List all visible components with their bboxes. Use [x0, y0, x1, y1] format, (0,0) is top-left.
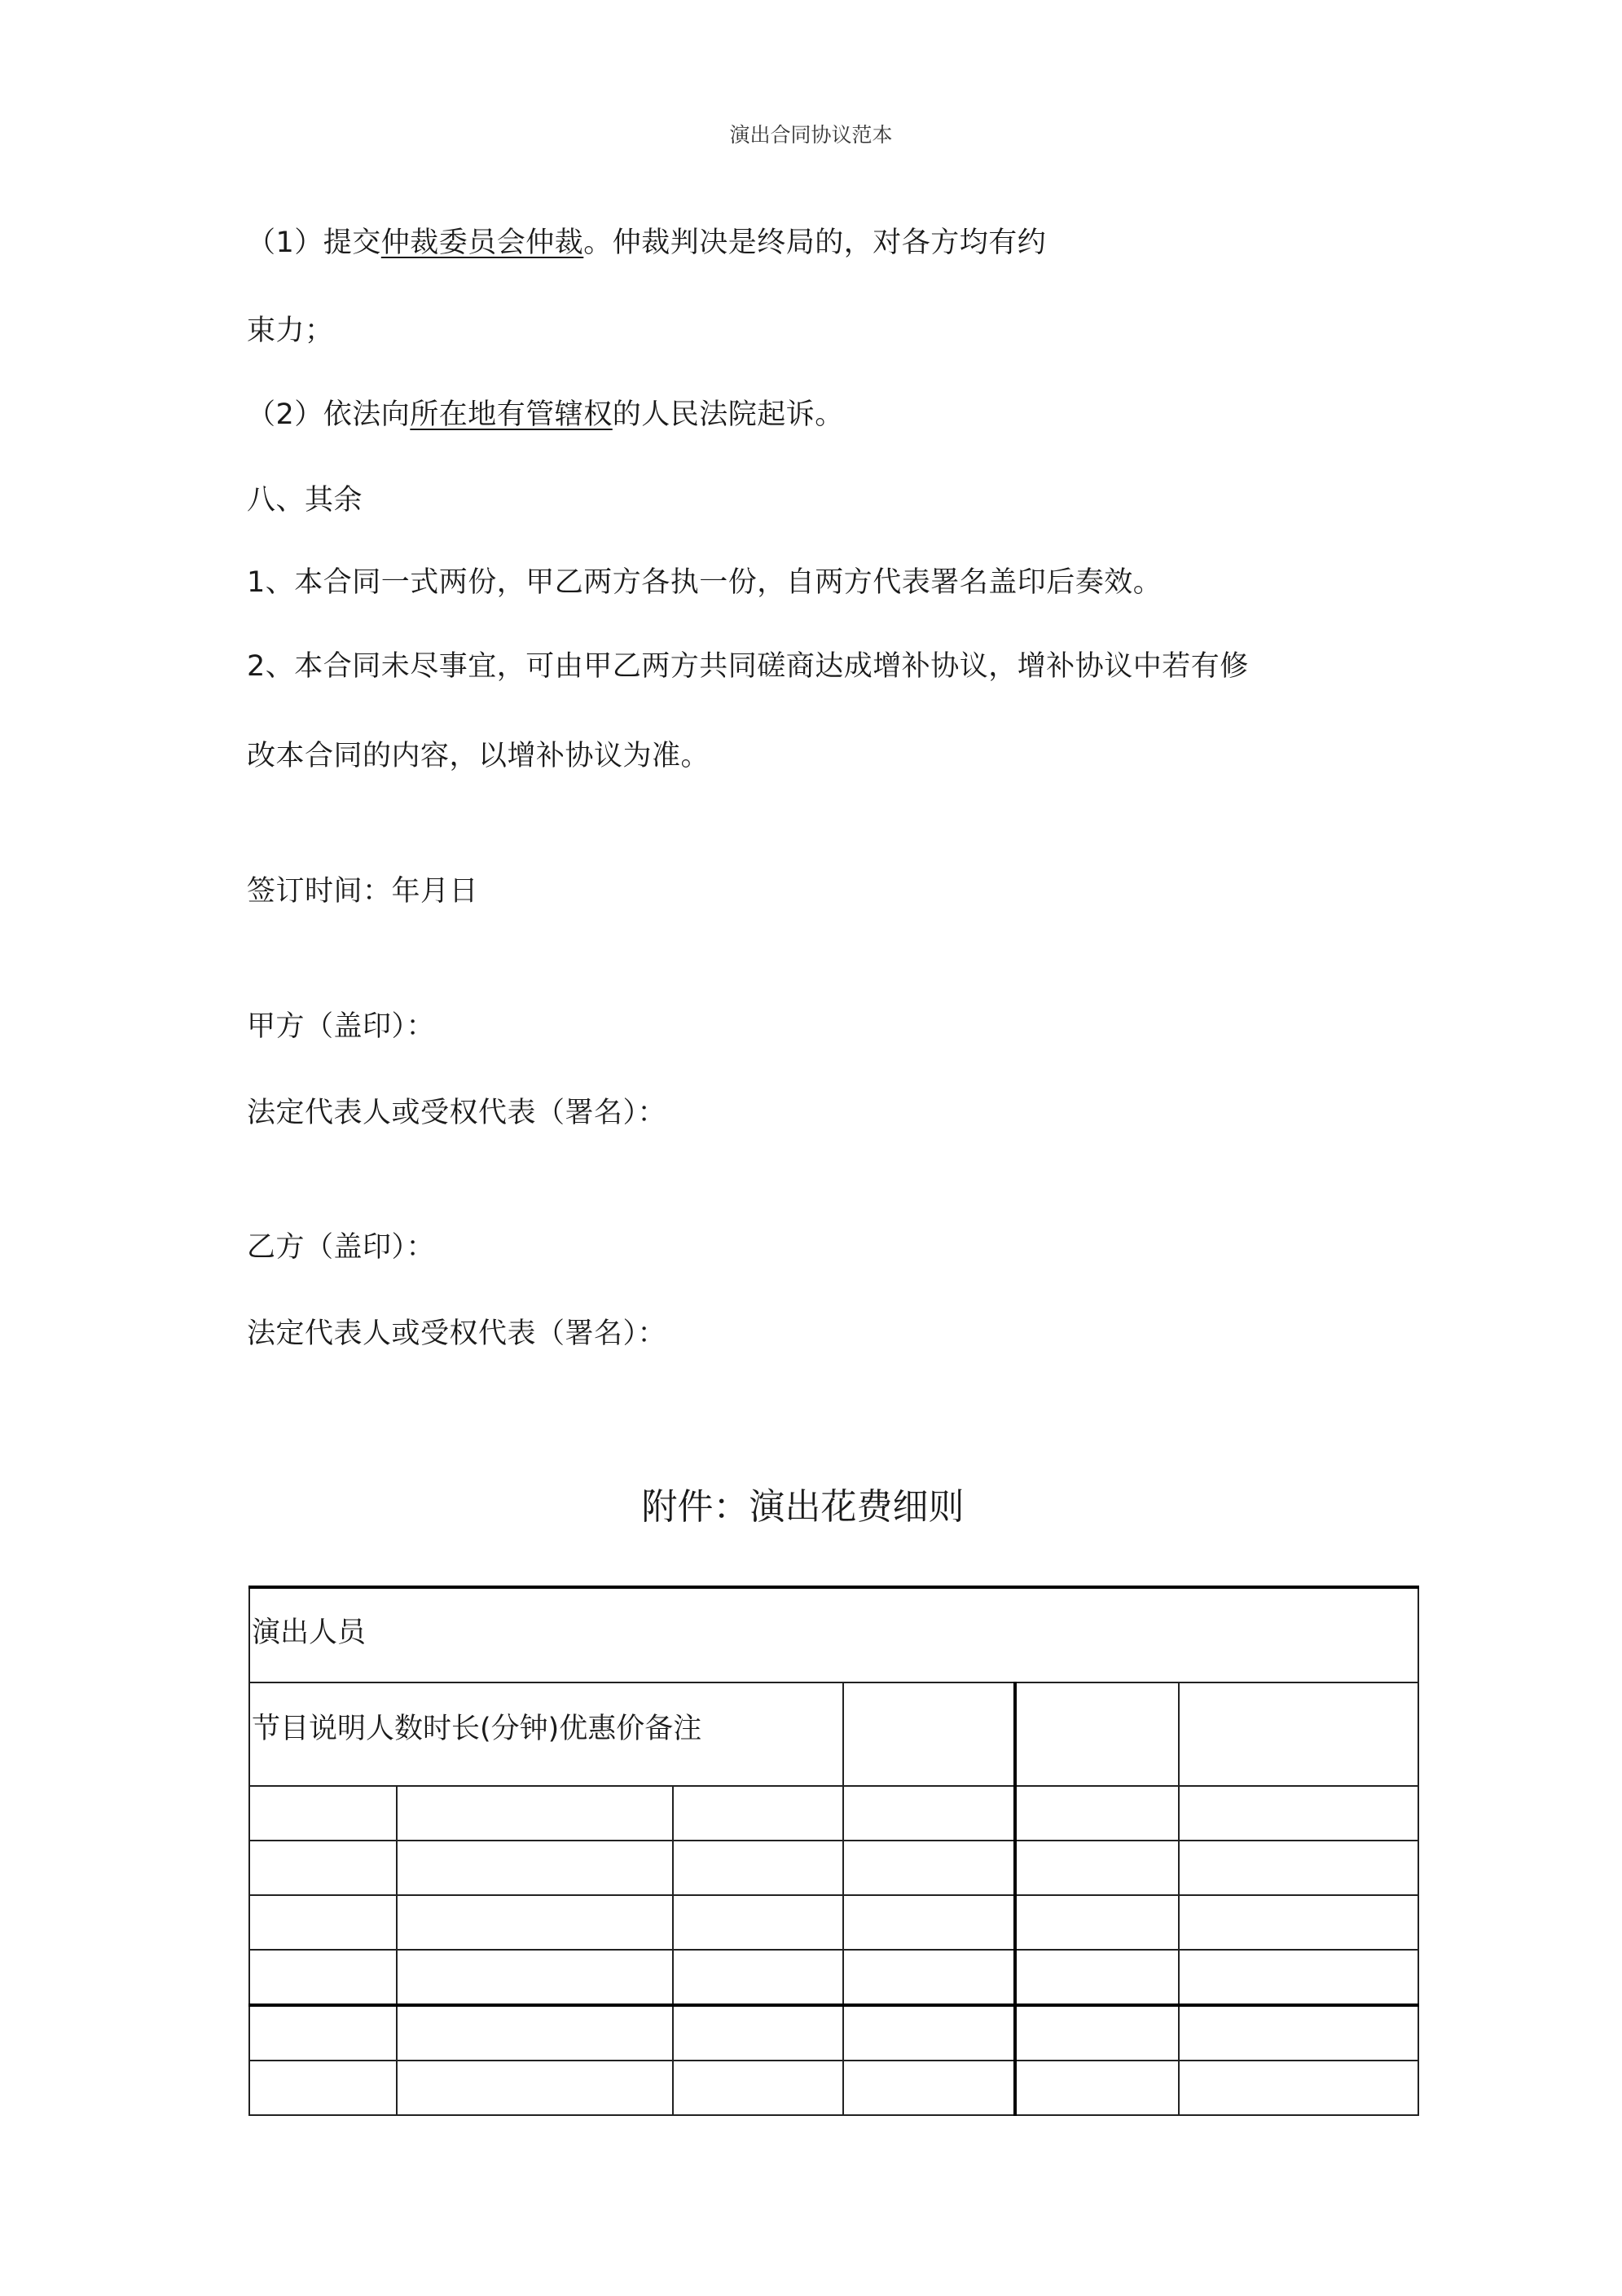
- party-b-representative: 法定代表人或受权代表（署名）：: [247, 1317, 667, 1350]
- table-row: [249, 1950, 1418, 2005]
- clause-arbitration-line-2: 束力；: [247, 314, 334, 347]
- table-cell: [843, 1682, 1015, 1786]
- table-cell: [673, 1895, 843, 1950]
- appendix-title: 附件：演出花费细则: [641, 1486, 965, 1528]
- table-cell: [1015, 2061, 1179, 2115]
- party-a-representative: 法定代表人或受权代表（署名）：: [247, 1097, 667, 1129]
- table-cell: [843, 1895, 1015, 1950]
- table-row: [249, 2061, 1418, 2115]
- page-header: 演出合同协议范本: [729, 123, 893, 147]
- table-cell: [843, 1841, 1015, 1895]
- table-cell: [1015, 1682, 1179, 1786]
- table-cell: [843, 2061, 1015, 2115]
- table-cell: [673, 1950, 843, 2005]
- clause-text: 。仲裁判决是终局的，对各方均有约: [583, 227, 1047, 259]
- party-a-seal: 甲方（盖印）：: [247, 1010, 436, 1043]
- table-cell: [397, 1895, 673, 1950]
- table-cell: [673, 2061, 843, 2115]
- clause-court-line: [247, 398, 844, 431]
- table-cell: [1015, 1786, 1179, 1841]
- clause-item-1: 1、本合同一式两份，甲乙两方各执一份，自两方代表署名盖印后奏效。: [247, 566, 1163, 599]
- table-cell: [1179, 2005, 1418, 2061]
- table-cell: [1179, 1841, 1418, 1895]
- table-cell: [249, 1786, 397, 1841]
- table-row: [249, 2005, 1418, 2061]
- clause-text: （2）依法向: [247, 398, 411, 431]
- table-cell: [249, 1895, 397, 1950]
- table-header-cell: 节目说明人数时长(分钟)优惠价备注: [249, 1682, 843, 1786]
- table-cell: [397, 2005, 673, 2061]
- clause-text: （1）提交: [247, 227, 381, 259]
- table-cell: [397, 1841, 673, 1895]
- table-cell: [843, 1786, 1015, 1841]
- clause-arbitration-line-1: [247, 227, 1046, 259]
- table-cell: [1179, 1895, 1418, 1950]
- table-cell-performers: 演出人员: [249, 1587, 1418, 1682]
- performance-cost-table: [248, 1586, 1419, 2116]
- underlined-text: 仲裁委员会仲裁: [380, 227, 584, 259]
- table-row: [249, 1895, 1418, 1950]
- table-cell: [1015, 2005, 1179, 2061]
- table-cell: [843, 2005, 1015, 2061]
- table-cell: [1179, 1786, 1418, 1841]
- underlined-text: 所在地有管辖权: [410, 398, 613, 431]
- table-cell: [1179, 2061, 1418, 2115]
- table-cell: [249, 2005, 397, 2061]
- table-cell: [1179, 1682, 1418, 1786]
- table-cell: [1015, 1841, 1179, 1895]
- table-cell: [673, 1786, 843, 1841]
- table-cell: [1015, 1950, 1179, 2005]
- table-cell: [843, 1950, 1015, 2005]
- clause-item-2-line-2: 改本合同的内容，以增补协议为准。: [247, 740, 710, 772]
- table-cell: [673, 2005, 843, 2061]
- table-row: [249, 1786, 1418, 1841]
- table-cell: [397, 2061, 673, 2115]
- party-b-seal: 乙方（盖印）：: [247, 1231, 436, 1264]
- section-heading-others: 八、其余: [247, 484, 363, 517]
- table-cell: [249, 2061, 397, 2115]
- table-cell: [397, 1786, 673, 1841]
- table-cell: [1015, 1895, 1179, 1950]
- table-row: [249, 1587, 1418, 1682]
- clause-text: 的人民法院起诉。: [612, 398, 844, 431]
- table-cell: [1179, 1950, 1418, 2005]
- clause-item-2-line-1: 2、本合同未尽事宜，可由甲乙两方共同磋商达成增补协议，增补协议中若有修: [247, 650, 1249, 683]
- table-cell: [249, 1841, 397, 1895]
- table-row: [249, 1682, 1418, 1786]
- table-cell: [249, 1950, 397, 2005]
- table-row: [249, 1841, 1418, 1895]
- signing-date: 签订时间：年月日: [247, 875, 479, 908]
- table-cell: [397, 1950, 673, 2005]
- table-cell: [673, 1841, 843, 1895]
